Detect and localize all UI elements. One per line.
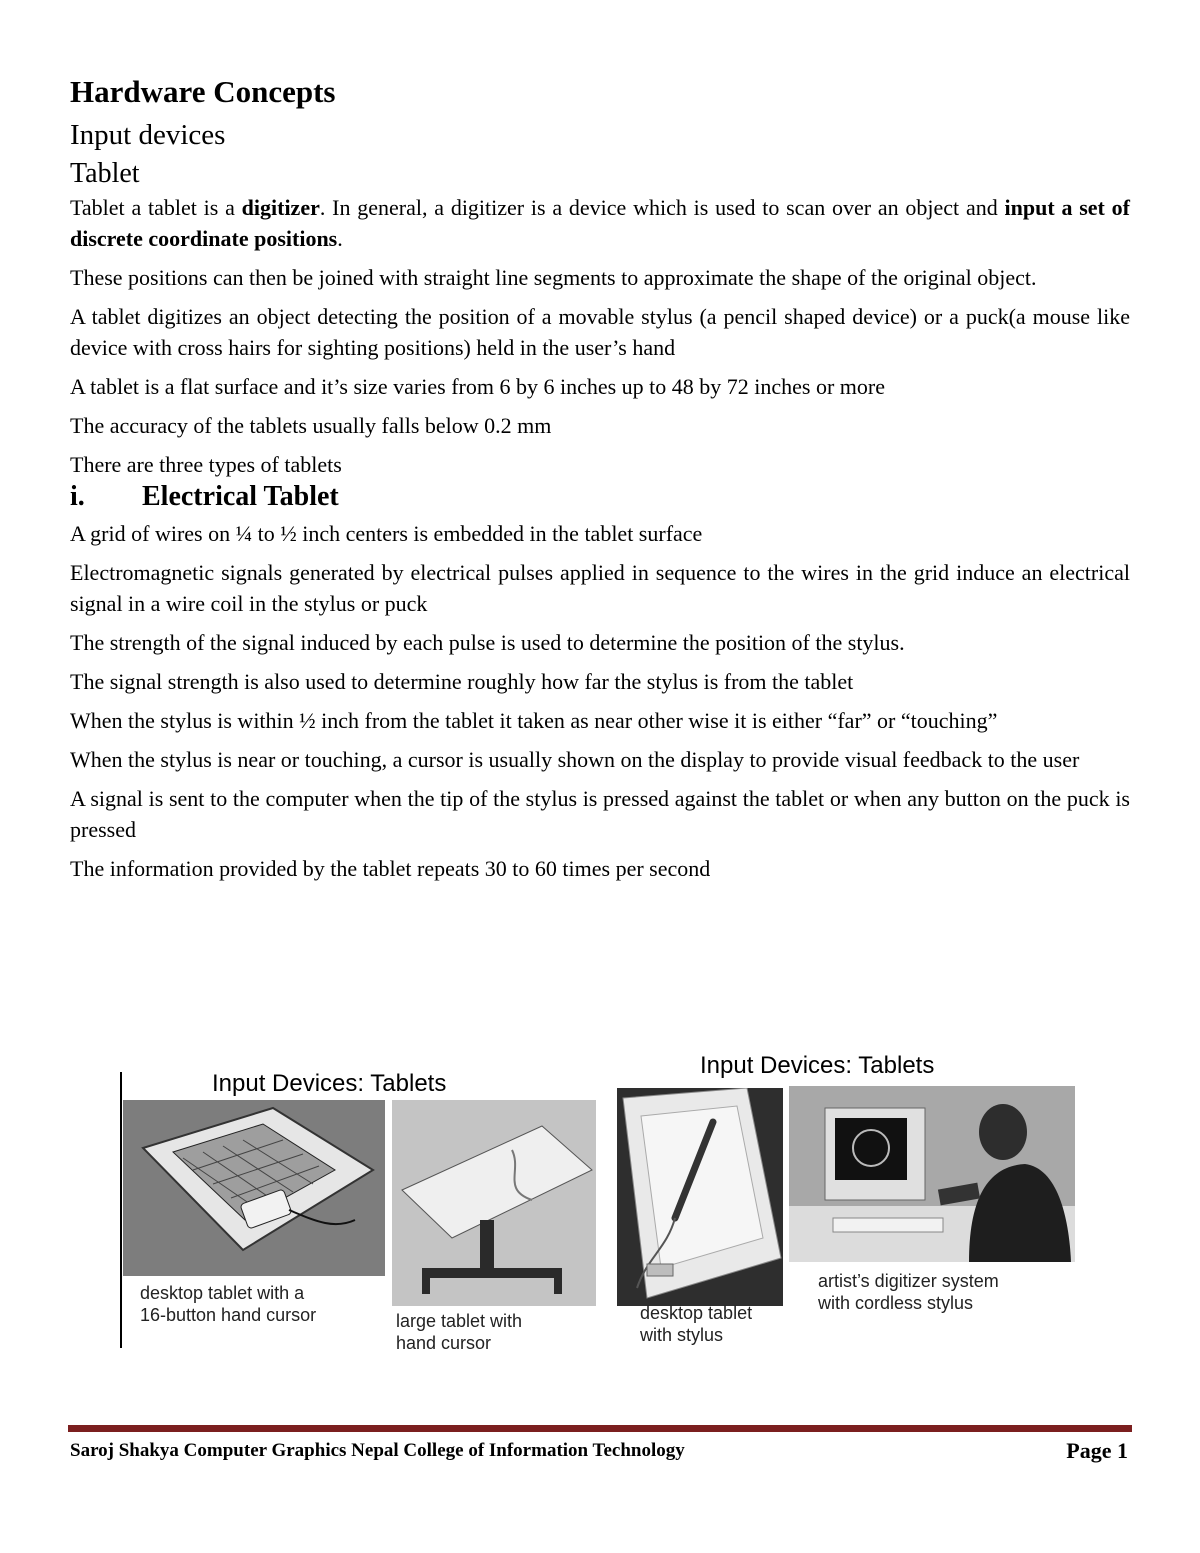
footer-rule xyxy=(68,1425,1132,1432)
page-body xyxy=(70,70,1130,892)
caption-desktop-tablet-stylus: desktop tablet with stylus xyxy=(640,1303,753,1345)
intro-paragraph xyxy=(70,192,1130,254)
page-number: Page 1 xyxy=(1066,1438,1128,1463)
caption-artist-digitizer: artist’s digitizer system with cordless stylus xyxy=(818,1271,999,1313)
caption-large-tablet: large tablet with hand cursor xyxy=(396,1311,523,1353)
footer-author: Saroj Shakya Computer Graphics Nepal College of Information Technology xyxy=(70,1440,685,1461)
subsection-heading xyxy=(70,480,1130,514)
intro-text-3: . xyxy=(337,226,343,251)
paragraph: There are three types of tablets xyxy=(70,452,342,477)
figure-strip xyxy=(120,1050,1080,1353)
paragraph: A signal is sent to the computer when the tip of the stylus is pressed against the tablet or when any button on the puck is pressed xyxy=(70,786,1130,842)
caption-desktop-tablet-16-button: desktop tablet with a 16-button hand cursor xyxy=(140,1283,317,1325)
paragraph: The accuracy of the tablets usually falls below 0.2 mm xyxy=(70,413,552,438)
artist-digitizer-photo xyxy=(789,1086,1075,1262)
tablet-stylus-photo xyxy=(617,1088,783,1306)
intro-bold-1: digitizer xyxy=(241,195,320,220)
paragraph: When the stylus is near or touching, a cursor is usually shown on the display to provide visual feedback to the user xyxy=(70,747,1080,772)
intro-text-2: . In general, a digitizer is a device which is used to scan over an object and xyxy=(319,195,1005,220)
paragraph: A tablet is a flat surface and it’s size varies from 6 by 6 inches up to 48 by 72 inches or more xyxy=(70,374,886,399)
paragraph: The signal strength is also used to determine roughly how far the stylus is from the tablet xyxy=(70,669,854,694)
paragraph: A grid of wires on ¼ to ½ inch centers is embedded in the tablet surface xyxy=(70,521,703,546)
paragraph: The strength of the signal induced by each pulse is used to determine the position of the stylus. xyxy=(70,630,905,655)
figure-right-title: Input Devices: Tablets xyxy=(700,1052,935,1079)
paragraph: Electromagnetic signals generated by electrical pulses applied in sequence to the wires in the grid induce an electrical signal in a wire coil in the stylus or puck xyxy=(70,560,1130,616)
page-subtitle: Input devices xyxy=(70,119,226,151)
large-tablet-photo xyxy=(392,1100,596,1306)
section-heading: Tablet xyxy=(70,158,140,189)
intro-bold-2: input a set of discrete coordinate positions xyxy=(70,195,1130,251)
page-title: Hardware Concepts xyxy=(70,74,336,109)
intro-text-1: Tablet a tablet is a xyxy=(70,195,242,220)
paragraph: When the stylus is within ½ inch from the tablet it taken as near other wise it is either “far” or “touching” xyxy=(70,708,998,733)
subsection-number: i. xyxy=(70,481,85,512)
figure-divider xyxy=(120,1072,122,1348)
subsection-title: Electrical Tablet xyxy=(142,481,339,512)
paragraph: These positions can then be joined with straight line segments to approximate the shape of the original object. xyxy=(70,265,1037,290)
desktop-tablet-photo xyxy=(123,1100,385,1276)
paragraph: The information provided by the tablet repeats 30 to 60 times per second xyxy=(70,856,711,881)
figure-left-title: Input Devices: Tablets xyxy=(212,1070,447,1097)
paragraph: A tablet digitizes an object detecting the position of a movable stylus (a pencil shaped device) or a puck(a mouse like device with cross hairs for sighting positions) held in the user’s hand xyxy=(70,304,1130,360)
